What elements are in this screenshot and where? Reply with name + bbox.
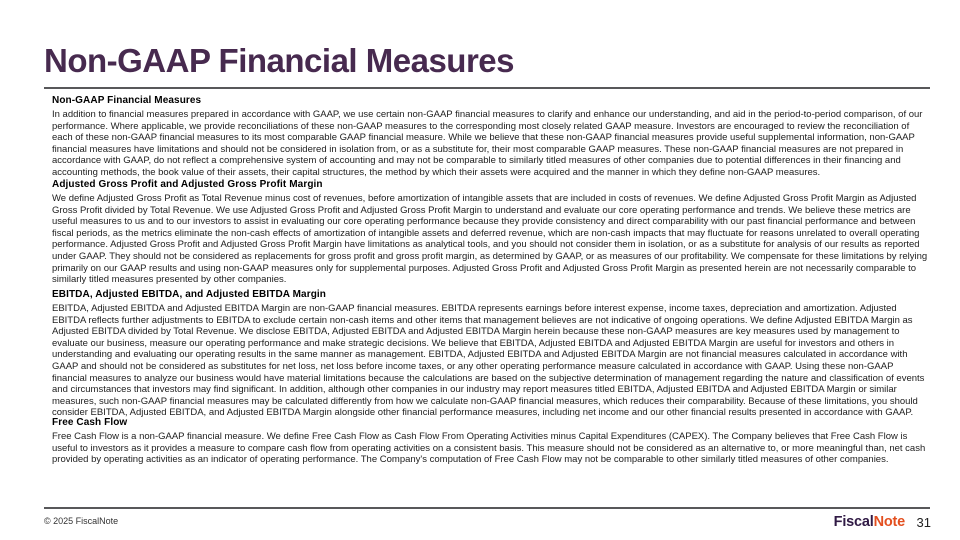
page-number: 31: [916, 515, 931, 530]
logo-note-text: Note: [873, 514, 905, 530]
title-divider: [44, 87, 930, 89]
section-adjusted-gross-profit: [52, 179, 928, 286]
section-heading: EBITDA, Adjusted EBITDA, and Adjusted EBITDA Margin: [52, 289, 326, 300]
section-heading: Free Cash Flow: [52, 417, 128, 428]
page-title: Non-GAAP Financial Measures: [44, 42, 515, 79]
fiscalnote-logo: [834, 514, 905, 530]
section-body: In addition to financial measures prepared in accordance with GAAP, we use certain non-GAAP financial measures to clarify and enhance our understanding, and aid in the period-to-period comparison, of our performance. Where applicable, we provide reconciliations of these non-GAAP measures to the corresponding most closely related GAAP measure. Investors are encouraged to review the reconciliation of each of these non-GAAP financial measures to its most comparable GAAP financial measure. While we believe that these non-GAAP financial measures provide useful supplemental information, non-GAAP financial measures have limitations and should not be considered in isolation from, or as a substitute for, their most comparable GAAP measures. These non-GAAP financial measures are not prepared in accordance with GAAP, do not reflect a comprehensive system of accounting and may not be comparable to similarly titled measures of other companies due to potential differences in their financing and accounting methods, the book value of their assets, their capital structures, the method by which their assets were acquired and the manner in which they define non-GAAP measures.: [52, 109, 923, 178]
section-free-cash-flow: [52, 417, 928, 466]
section-non-gaap-measures: [52, 95, 928, 179]
footer-divider: [44, 507, 930, 509]
section-heading: Non-GAAP Financial Measures: [52, 95, 202, 106]
section-heading: Adjusted Gross Profit and Adjusted Gross Profit Margin: [52, 179, 323, 190]
copyright-text: © 2025 FiscalNote: [44, 516, 119, 526]
section-body: Free Cash Flow is a non-GAAP financial measure. We define Free Cash Flow as Cash Flow From Operating Activities minus Capital Expenditures (CAPEX). The Company believes that Free Cash Flow is useful to investors as it provides a measure to compare cash flow from operating activities on a consistent basis. This measure should not be considered as an alternative to, or more meaningful than, net cash provided by operating activities as an indicator of operating performance. The Company's computation of Free Cash Flow may not be comparable to other similarly titled measures of other companies.: [52, 431, 926, 466]
section-body: EBITDA, Adjusted EBITDA and Adjusted EBITDA Margin are non-GAAP financial measures. EBITDA represents earnings before interest expense, income taxes, depreciation and amortization. Adjusted EBITDA reflects further adjustments to EBITDA to exclude certain non-cash items and other items that management believes are not indicative of ongoing operations. We define Adjusted EBITDA Margin as Adjusted EBITDA divided by Total Revenue. We disclose EBITDA, Adjusted EBITDA and Adjusted EBITDA Margin herein because these non-GAAP measures are key measures used by management to evaluate our business, measure our operating performance and make strategic decisions. We believe that EBITDA, Adjusted EBITDA and Adjusted EBITDA Margin are useful for investors and others in understanding and evaluating our operating results in the same manner as management. EBITDA, Adjusted EBITDA and Adjusted EBITDA Margin are not financial measures calculated in accordance with GAAP and should not be considered as substitutes for net loss, net loss before income taxes, or any other operating performance measure calculated in accordance with GAAP. Using these non-GAAP financial measures to analyze our business would have material limitations because the calculations are based on the subjective determination of management regarding the nature and classification of events and circumstances that investors may find significant. In addition, although other companies in our industry may report measures titled EBITDA, Adjusted EBITDA and Adjusted EBITDA Margin or similar measures, such non-GAAP financial measures may be calculated differently from how we calculate non-GAAP financial measures, which reduces their comparability. Because of these limitations, you should consider EBITDA, Adjusted EBITDA, and Adjusted EBITDA Margin alongside other financial performance measures, including net income and our other financial results presented in accordance with GAAP.: [52, 303, 925, 419]
section-ebitda: [52, 289, 928, 419]
section-body: We define Adjusted Gross Profit as Total Revenue minus cost of revenues, before amortization of intangible assets that are included in costs of revenues. We define Adjusted Gross Profit Margin as Adjusted Gross Profit divided by Total Revenue. We use Adjusted Gross Profit and Adjusted Gross Profit Margin to understand and evaluate our core operating performance and trends. We believe these metrics are useful measures to us and to our investors to assist in evaluating our core operating performance because they provide consistency and direct comparability with our past financial performance and between fiscal periods, as the metrics eliminate the non-cash effects of amortization of intangible assets and deferred revenue, which are non-cash impacts that may fluctuate for reasons unrelated to overall operating performance. Adjusted Gross Profit and Adjusted Gross Profit Margin have limitations as analytical tools, and you should not consider them in isolation, or as a substitute for analysis of our results as reported under GAAP. They should not be considered as replacements for gross profit and gross profit margin, as determined by GAAP, or as measures of our profitability. We compensate for these limitations by relying primarily on our GAAP results and using non-GAAP measures only for supplemental purposes. Adjusted Gross Profit and Adjusted Gross Profit Margin as presented herein are not necessarily comparable to similarly titled measures presented by other companies.: [52, 193, 928, 286]
logo-fiscal-text: Fiscal: [833, 514, 874, 530]
